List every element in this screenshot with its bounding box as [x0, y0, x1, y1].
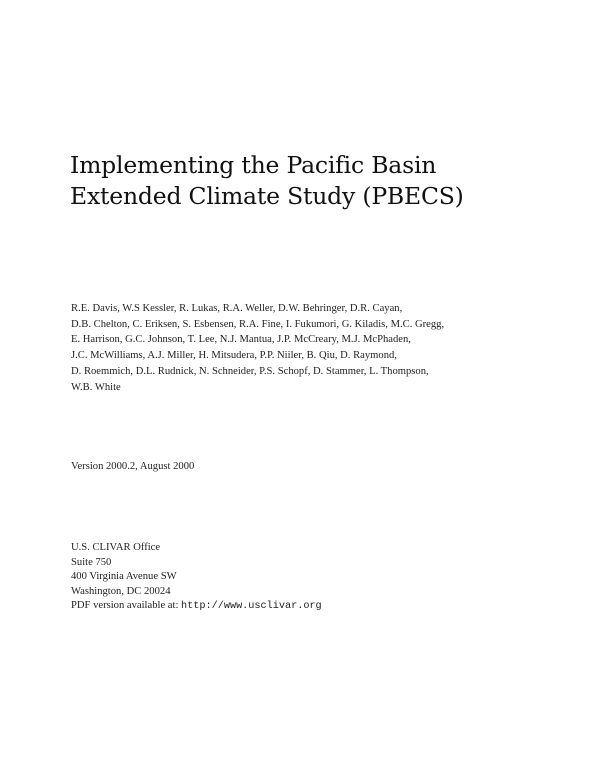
author-line: W.B. White: [71, 381, 121, 393]
author-line: E. Harrison, G.C. Johnson, T. Lee, N.J. Mantua, J.P. McCreary, M.J. McPhaden,: [71, 334, 411, 346]
office-suite: Suite 750: [71, 556, 112, 568]
document-title: [70, 150, 550, 212]
title-line-1: Implementing the Pacific Basin: [70, 151, 437, 179]
office-name: U.S. CLIVAR Office: [71, 542, 161, 553]
version-date: Version 2000.2, August 2000: [71, 461, 195, 472]
author-line: R.E. Davis, W.S Kessler, R. Lukas, R.A. Weller, D.W. Behringer, D.R. Cayan,: [71, 303, 403, 314]
title-line-2: Extended Climate Study (PBECS): [70, 182, 464, 210]
office-address: [71, 541, 322, 615]
pdf-availability: [71, 599, 322, 615]
author-line: D. Roemmich, D.L. Rudnick, N. Schneider, P.S. Schopf, D. Stammer, L. Thompson,: [71, 365, 429, 377]
pdf-label: PDF version available at:: [71, 600, 182, 612]
office-city: Washington, DC 20024: [71, 585, 171, 597]
pdf-url-link[interactable]: http://www.usclivar.org: [181, 601, 322, 613]
author-line: J.C. McWilliams, A.J. Miller, H. Mitsudera, P.P. Niiler, B. Qiu, D. Raymond,: [71, 350, 397, 362]
office-street: 400 Virginia Avenue SW: [71, 571, 177, 583]
author-list: [71, 301, 531, 395]
author-line: D.B. Chelton, C. Eriksen, S. Esbensen, R.A. Fine, I. Fukumori, G. Kiladis, M.C. Gregg,: [71, 318, 445, 330]
